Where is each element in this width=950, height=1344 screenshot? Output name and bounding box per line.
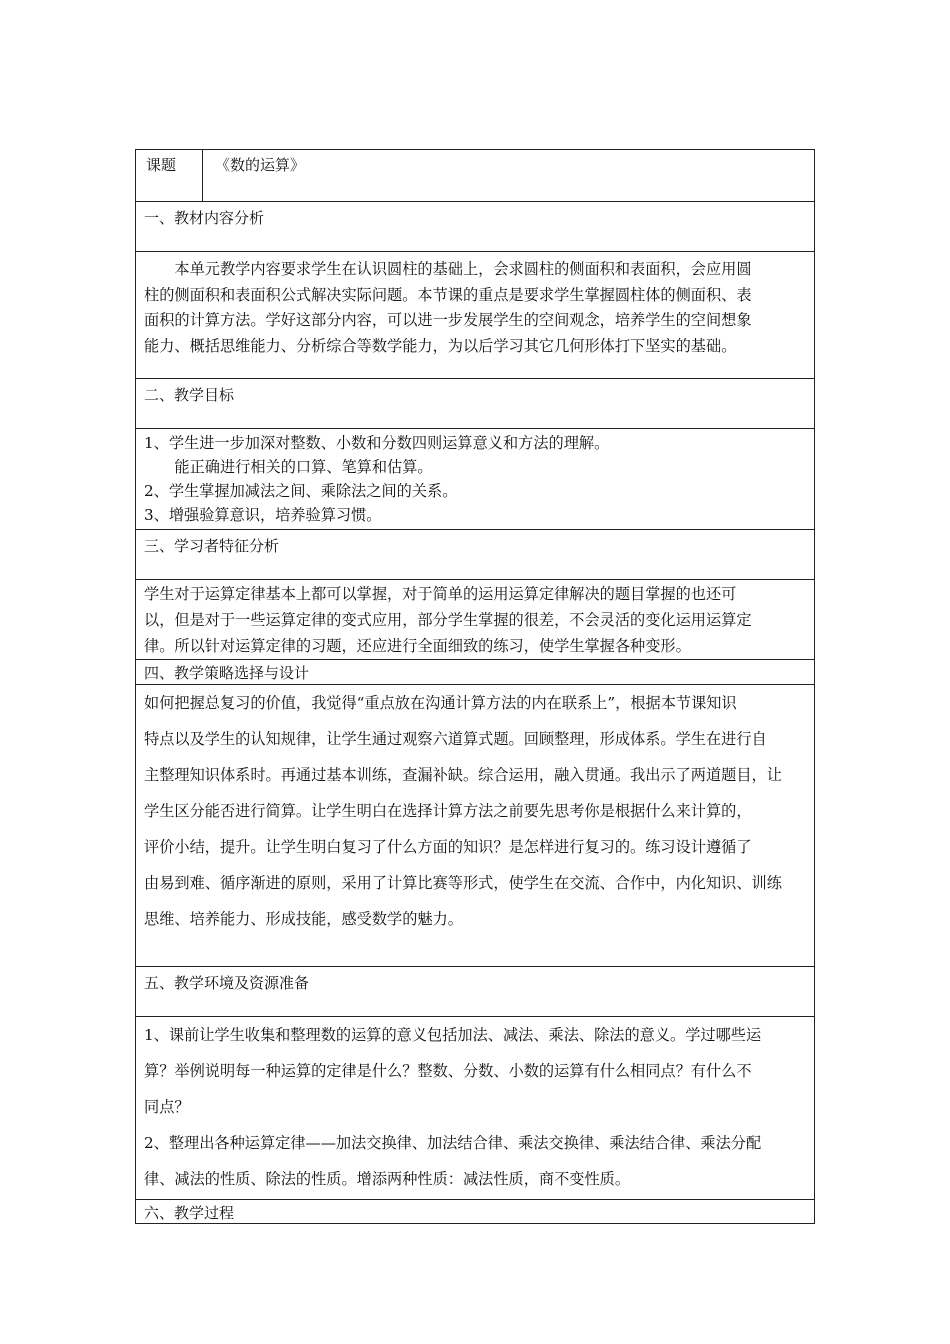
body-line: 律、减法的性质、除法的性质。增添两种性质：减法性质，商不变性质。 xyxy=(144,1170,630,1188)
body-line: 特点以及学生的认知规律，让学生通过观察六道算式题。回顾整理，形成体系。学生在进行自 xyxy=(144,730,767,748)
body-line: 以，但是对于一些运算定律的变式应用，部分学生掌握的很差，不会灵活的变化运用运算定 xyxy=(144,611,752,629)
section-body-content-analysis xyxy=(136,251,814,378)
section-body-teaching-goals xyxy=(136,428,814,529)
section-heading-learner-analysis: 三、学习者特征分析 xyxy=(136,529,814,579)
section-heading-resources: 五、教学环境及资源准备 xyxy=(136,966,814,1016)
body-line: 能力、概括思维能力、分析综合等数学能力，为以后学习其它几何形体打下坚实的基础。 xyxy=(144,336,737,355)
section-body-learner-analysis xyxy=(136,579,814,659)
lesson-plan-table xyxy=(135,149,815,1224)
body-line: 由易到难、循序渐进的原则，采用了计算比赛等形式，使学生在交流、合作中，内化知识、训练 xyxy=(144,874,782,892)
body-line: 面积的计算方法。学好这部分内容，可以进一步发展学生的空间观念，培养学生的空间想象 xyxy=(144,311,752,329)
section-body-resources xyxy=(136,1016,814,1199)
section-heading-teaching-goals: 二、教学目标 xyxy=(136,378,814,428)
body-line: 如何把握总复习的价值，我觉得“重点放在沟通计算方法的内在联系上”，根据本节课知识 xyxy=(144,694,737,712)
body-line: 学生区分能否进行简算。让学生明白在选择计算方法之前要先思考你是根据什么来计算的， xyxy=(144,802,752,820)
section-heading-strategy-design: 四、教学策略选择与设计 xyxy=(136,659,814,684)
title-row xyxy=(136,150,814,201)
body-line: 学生对于运算定律基本上都可以掌握，对于简单的运用运算定律解决的题目掌握的也还可 xyxy=(144,585,737,603)
body-line: 评价小结，提升。让学生明白复习了什么方面的知识？是怎样进行复习的。练习设计遵循了 xyxy=(144,838,752,856)
title-label: 课题 xyxy=(136,150,203,201)
body-line: 能正确进行相关的口算、笔算和估算。 xyxy=(144,458,433,476)
title-value: 《数的运算》 xyxy=(215,156,306,174)
body-line: 主整理知识体系时。再通过基本训练，查漏补缺。综合运用，融入贯通。我出示了两道题目，让 xyxy=(144,766,782,784)
body-line: 2、整理出各种运算定律——加法交换律、加法结合律、乘法交换律、乘法结合律、乘法分配 xyxy=(144,1134,762,1152)
body-line: 同点？ xyxy=(144,1098,190,1116)
body-line: 思维、培养能力、形成技能，感受数学的魅力。 xyxy=(144,910,463,928)
body-line: 3、增强验算意识，培养验算习惯。 xyxy=(144,506,382,524)
body-line: 1、课前让学生收集和整理数的运算的意义包括加法、减法、乘法、除法的意义。学过哪些运 xyxy=(144,1026,762,1044)
section-heading-teaching-process: 六、教学过程 xyxy=(136,1199,814,1223)
body-line: 2、学生掌握加减法之间、乘除法之间的关系。 xyxy=(144,482,458,500)
body-line: 本单元教学内容要求学生在认识圆柱的基础上，会求圆柱的侧面积和表面积，会应用圆 xyxy=(174,260,752,278)
body-line: 算？举例说明每一种运算的定律是什么？整数、分数、小数的运算有什么相同点？有什么不 xyxy=(144,1062,752,1080)
body-line: 1、学生进一步加深对整数、小数和分数四则运算意义和方法的理解。 xyxy=(144,434,610,452)
section-heading-content-analysis: 一、教材内容分析 xyxy=(136,201,814,251)
body-line: 律。所以针对运算定律的习题，还应进行全面细致的练习，使学生掌握各种变形。 xyxy=(144,637,691,655)
body-line: 柱的侧面积和表面积公式解决实际问题。本节课的重点是要求学生掌握圆柱体的侧面积、表 xyxy=(144,285,752,304)
section-body-strategy-design xyxy=(136,684,814,966)
